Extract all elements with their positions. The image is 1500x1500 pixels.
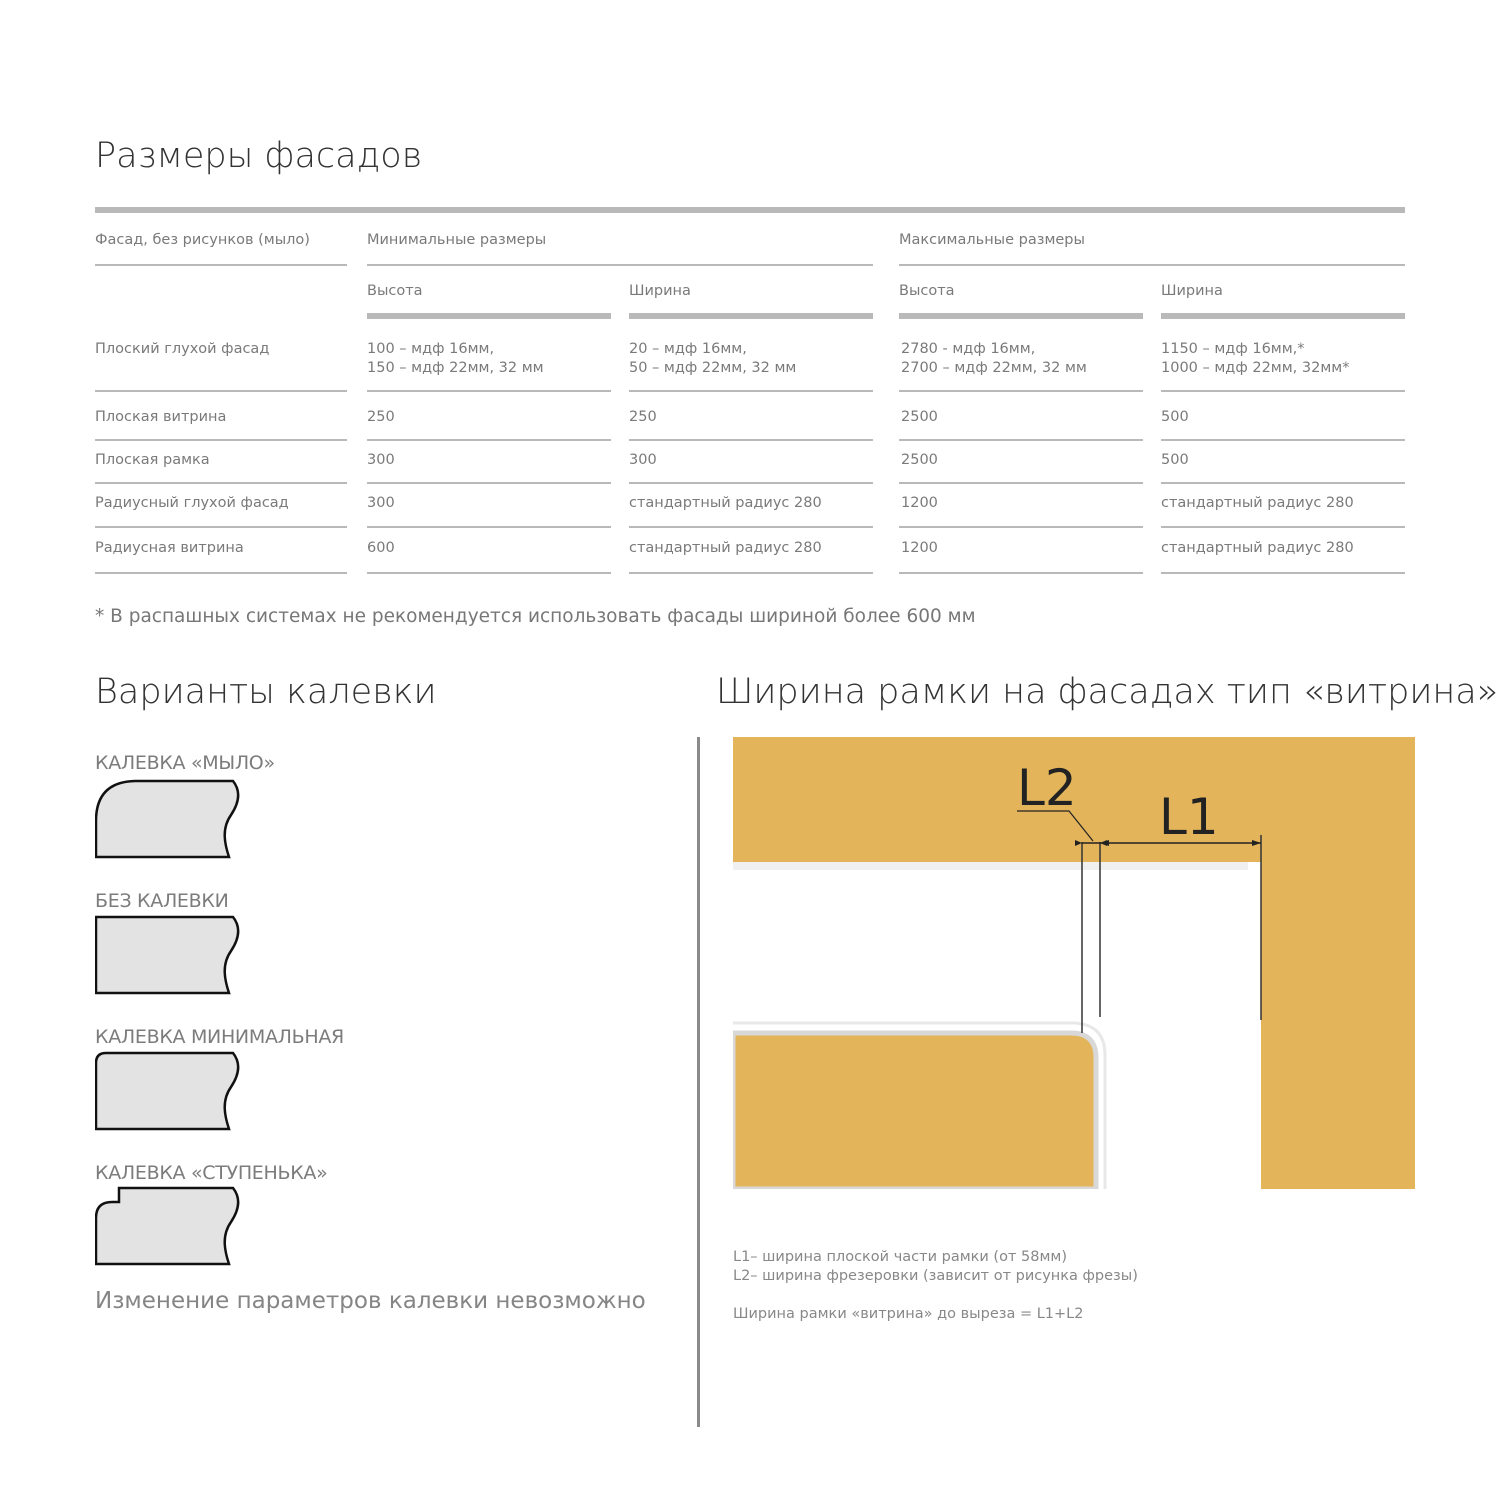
header-max: Максимальные размеры	[899, 232, 1085, 248]
row-rule	[95, 526, 347, 528]
subheader-min-height: Высота	[367, 283, 423, 299]
edge-variant-label: БЕЗ КАЛЕВКИ	[95, 890, 229, 912]
row-rule	[1161, 526, 1405, 528]
subheader-rule	[367, 313, 611, 319]
legend-l1: L1– ширина плоской части рамки (от 58мм)	[733, 1249, 1068, 1265]
header-rule	[367, 264, 873, 266]
cell-min-width: 300	[629, 452, 657, 468]
subheader-max-width: Ширина	[1161, 283, 1223, 299]
inner-panel	[733, 1033, 1096, 1189]
row-rule	[899, 439, 1143, 441]
cell-min-width: стандартный радиус 280	[629, 495, 822, 511]
cell-max-height: 1200	[901, 540, 938, 556]
row-name: Радиусный глухой фасад	[95, 495, 289, 511]
edge-profile-soap-icon	[95, 779, 241, 859]
row-rule	[367, 439, 611, 441]
row-name: Радиусная витрина	[95, 540, 244, 556]
cell-min-width: 20 – мдф 16мм, 50 – мдф 22мм, 32 мм	[629, 341, 797, 376]
subheader-rule	[899, 313, 1143, 319]
row-rule	[1161, 572, 1405, 574]
header-rule	[95, 264, 347, 266]
cell-max-width: 1150 – мдф 16мм,* 1000 – мдф 22мм, 32мм*	[1161, 341, 1350, 376]
cell-max-height: 1200	[901, 495, 938, 511]
row-rule	[1161, 439, 1405, 441]
row-rule	[367, 526, 611, 528]
edge-section-title: Варианты калевки	[95, 672, 437, 712]
row-rule	[899, 572, 1143, 574]
table-top-rule	[95, 207, 1405, 213]
page-title: Размеры фасадов	[95, 136, 423, 176]
cell-max-width: 500	[1161, 409, 1189, 425]
cell-min-width: стандартный радиус 280	[629, 540, 822, 556]
cell-max-width: 500	[1161, 452, 1189, 468]
edge-profile-minimal-icon	[95, 1051, 241, 1131]
cell-max-height: 2500	[901, 452, 938, 468]
row-rule	[899, 482, 1143, 484]
cell-max-width: стандартный радиус 280	[1161, 495, 1354, 511]
edge-profile-none-icon	[95, 915, 241, 995]
header-facade: Фасад, без рисунков (мыло)	[95, 232, 310, 248]
row-rule	[629, 439, 873, 441]
legend-l2: L2– ширина фрезеровки (зависит от рисунка фрезы)	[733, 1268, 1138, 1284]
row-name: Плоский глухой фасад	[95, 341, 270, 357]
row-rule	[899, 526, 1143, 528]
subheader-min-width: Ширина	[629, 283, 691, 299]
cell-min-height: 250	[367, 409, 395, 425]
edge-note: Изменение параметров калевки невозможно	[95, 1288, 646, 1314]
cell-min-height: 300	[367, 452, 395, 468]
row-rule	[899, 390, 1143, 392]
row-rule	[629, 572, 873, 574]
row-rule	[367, 482, 611, 484]
cell-min-width: 250	[629, 409, 657, 425]
cell-min-height: 300	[367, 495, 395, 511]
cell-max-height: 2500	[901, 409, 938, 425]
frame-section-title: Ширина рамки на фасадах тип «витрина»	[716, 672, 1499, 712]
frame-diagram	[733, 737, 1415, 1189]
cell-min-height: 100 – мдф 16мм, 150 – мдф 22мм, 32 мм	[367, 341, 544, 376]
vertical-divider	[697, 737, 700, 1427]
edge-profile-step-icon	[95, 1186, 241, 1266]
edge-variant-label: КАЛЕВКА «СТУПЕНЬКА»	[95, 1162, 328, 1184]
row-name: Плоская рамка	[95, 452, 210, 468]
subheader-max-height: Высота	[899, 283, 955, 299]
cell-max-height: 2780 - мдф 16мм, 2700 – мдф 22мм, 32 мм	[901, 341, 1087, 376]
row-rule	[367, 390, 611, 392]
row-name: Плоская витрина	[95, 409, 227, 425]
legend-formula: Ширина рамки «витрина» до выреза = L1+L2	[733, 1306, 1084, 1322]
edge-variant-label: КАЛЕВКА «МЫЛО»	[95, 752, 275, 774]
row-rule	[367, 572, 611, 574]
header-rule	[899, 264, 1405, 266]
label-l2: L2	[1017, 759, 1077, 817]
row-rule	[95, 482, 347, 484]
cell-max-width: стандартный радиус 280	[1161, 540, 1354, 556]
row-rule	[629, 526, 873, 528]
row-rule	[629, 390, 873, 392]
header-min: Минимальные размеры	[367, 232, 547, 248]
subheader-rule	[1161, 313, 1405, 319]
label-l1: L1	[1159, 788, 1219, 846]
row-rule	[95, 439, 347, 441]
footnote: * В распашных системах не рекомендуется использовать фасады шириной более 600 мм	[95, 606, 976, 627]
row-rule	[95, 390, 347, 392]
row-rule	[1161, 482, 1405, 484]
cell-min-height: 600	[367, 540, 395, 556]
edge-variant-label: КАЛЕВКА МИНИМАЛЬНАЯ	[95, 1026, 344, 1048]
row-rule	[1161, 390, 1405, 392]
row-rule	[95, 572, 347, 574]
row-rule	[629, 482, 873, 484]
subheader-rule	[629, 313, 873, 319]
